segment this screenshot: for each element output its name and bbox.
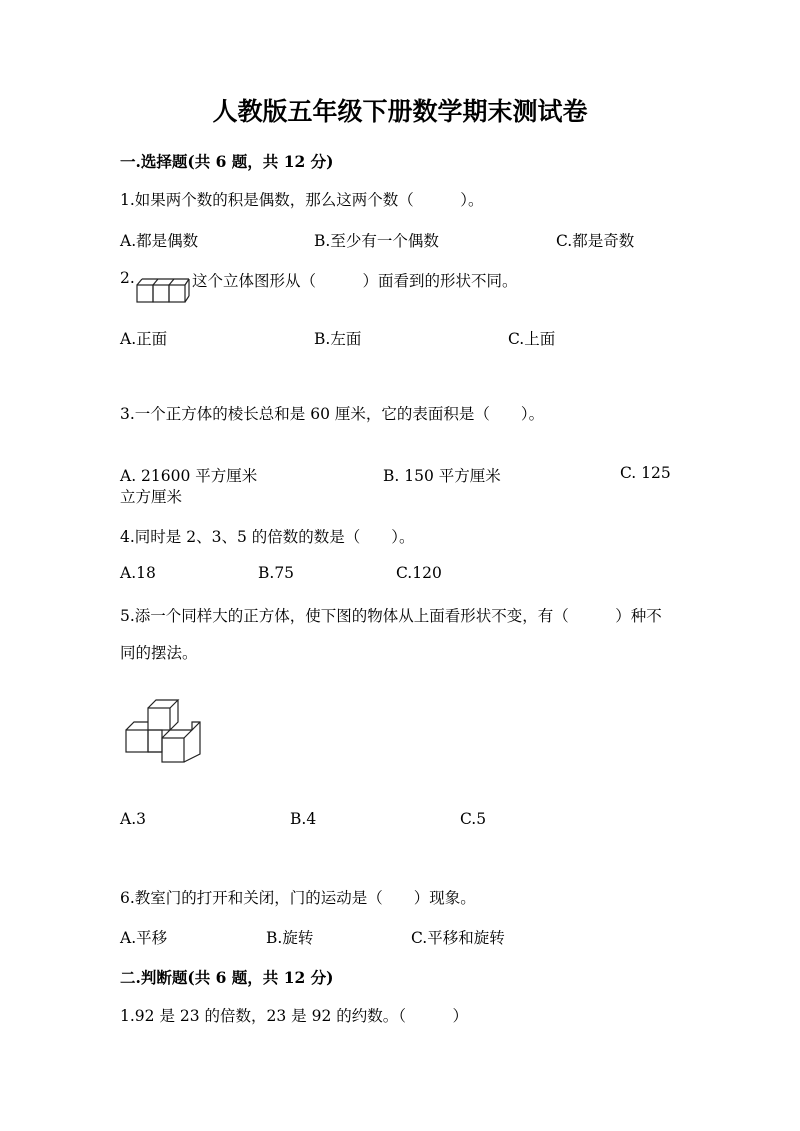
three-cubes-row-figure: [136, 278, 190, 304]
question-6-option-b: B.旋转: [266, 929, 314, 947]
question-1-option-b: B.至少有一个偶数: [314, 232, 439, 250]
question-4-option-c: C.120: [396, 564, 442, 582]
question-4-stem: 4.同时是 2、3、5 的倍数的数是（ ）。: [120, 528, 415, 546]
section-heading-choice: 一.选择题(共 6 题，共 12 分): [120, 152, 334, 171]
question-5-option-a: A.3: [120, 810, 146, 828]
question-2-number: 2.: [120, 269, 135, 287]
question-6-option-a: A.平移: [120, 929, 168, 947]
question-3-option-a: A. 21600 平方厘米: [120, 467, 258, 485]
question-5-option-c: C.5: [460, 810, 487, 828]
question-2-option-a: A.正面: [120, 330, 168, 348]
question-2-option-c: C.上面: [508, 330, 556, 348]
stacked-cubes-figure: [124, 696, 208, 768]
question-1-option-c: C.都是奇数: [556, 232, 635, 250]
judgement-question-1-stem: 1.92 是 23 的倍数，23 是 92 的约数。（ ）: [120, 1007, 468, 1025]
question-4-option-a: A.18: [120, 564, 156, 582]
question-2-option-b: B.左面: [314, 330, 362, 348]
question-3-option-c: C. 125: [620, 464, 671, 482]
question-2-stem: 这个立体图形从（ ）面看到的形状不同。: [192, 272, 518, 290]
question-4-option-b: B.75: [258, 564, 295, 582]
question-5-stem: 5.添一个同样大的正方体，使下图的物体从上面看形状不变，有（ ）种不: [120, 607, 662, 625]
question-3-stem: 3.一个正方体的棱长总和是 60 厘米，它的表面积是（ ）。: [120, 405, 545, 423]
question-3-option-c-unit: 立方厘米: [120, 488, 183, 506]
page-title: 人教版五年级下册数学期末测试卷: [212, 97, 588, 126]
section-heading-judgement: 二.判断题(共 6 题，共 12 分): [120, 968, 334, 987]
question-5-option-b: B.4: [290, 810, 317, 828]
question-1-option-a: A.都是偶数: [120, 232, 199, 250]
question-6-option-c: C.平移和旋转: [411, 929, 505, 947]
question-6-stem: 6.教室门的打开和关闭，门的运动是（ ）现象。: [120, 889, 476, 907]
question-1-stem: 1.如果两个数的积是偶数，那么这两个数（ ）。: [120, 191, 484, 209]
question-5-stem-line2: 同的摆法。: [120, 644, 198, 662]
question-3-option-b: B. 150 平方厘米: [383, 467, 501, 485]
